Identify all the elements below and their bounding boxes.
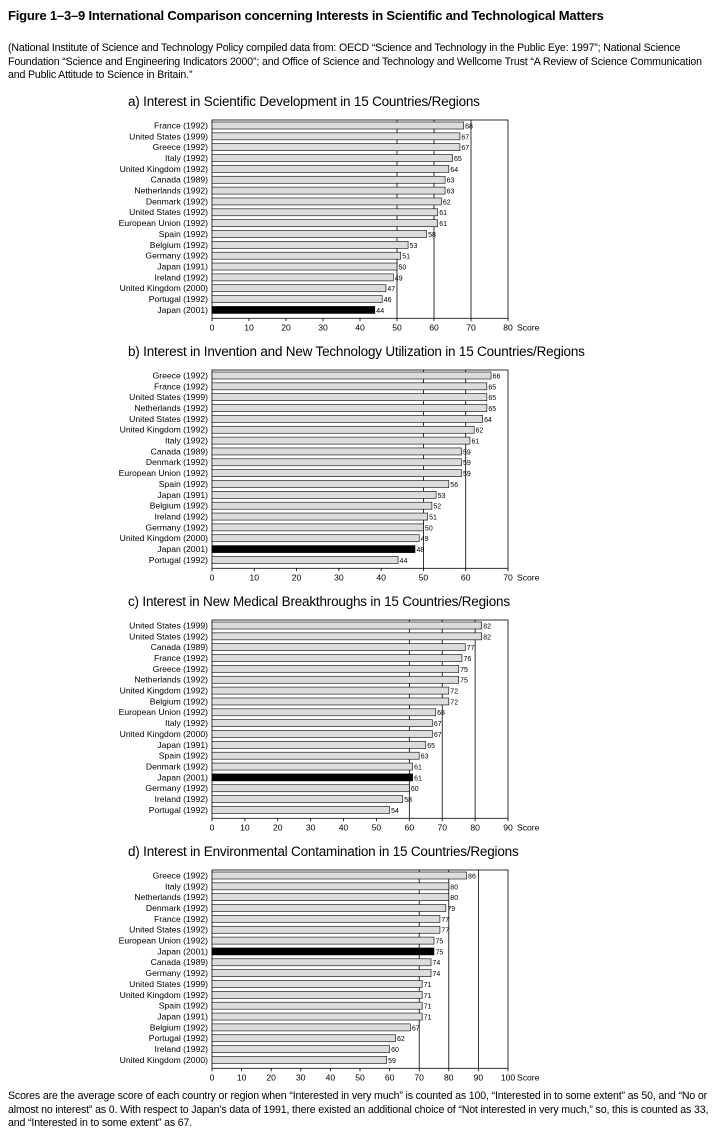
tick-label: 40 [376,572,386,583]
bar [212,970,431,977]
value-label: 63 [446,188,455,196]
value-label: 59 [462,449,471,457]
category-label: Germany (1992) [145,250,208,261]
category-label: Netherlands (1992) [134,892,208,903]
value-label: 50 [398,264,407,272]
category-label: United States (1999) [129,978,208,989]
category-label: Ireland (1992) [154,272,208,283]
bar [212,905,446,912]
category-label: Denmark (1992) [145,457,208,468]
chart-b [0,342,720,582]
value-label: 77 [466,645,475,653]
chart-title: b) Interest in Invention and New Technology Utilization in 15 Countries/Regions [128,344,585,359]
tick-label: 50 [418,572,429,583]
bar [212,709,436,716]
category-label: Portugal (1992) [148,804,208,815]
chart-title: a) Interest in Scientific Development in 15 Countries/Regions [128,94,480,109]
category-label: United States (1992) [129,207,208,218]
x-axis-label: Score [517,572,540,583]
bar [212,426,474,433]
tick-label: 70 [414,1072,424,1083]
value-label: 53 [409,242,418,250]
category-label: Japan (2001) [157,946,208,957]
bar [212,144,460,151]
category-label: Japan (2001) [157,544,208,554]
category-label: United Kingdom (2000) [119,1054,208,1065]
value-label: 80 [450,895,459,903]
tick-label: 20 [281,322,291,333]
tick-label: 30 [318,322,328,333]
category-label: Japan (1991) [157,1011,208,1022]
tick-label: 0 [209,322,215,333]
value-label: 65 [488,395,497,403]
value-label: 80 [450,884,459,892]
value-label: 47 [387,286,396,294]
value-label: 72 [450,699,459,707]
bar [212,883,449,890]
value-label: 67 [433,721,442,729]
value-label: 46 [383,297,392,304]
category-label: Spain (1992) [158,478,208,489]
bar [212,241,408,248]
category-label: European Union (1992) [118,468,208,479]
bar [212,741,426,748]
value-label: 65 [488,405,497,413]
tick-label: 60 [404,822,415,833]
value-label: 67 [461,145,470,153]
category-label: United States (1992) [129,413,208,424]
bar [212,285,386,292]
chart-d [0,842,720,1082]
category-label: Belgium (1992) [149,239,208,250]
value-label: 49 [420,536,429,544]
tick-label: 40 [338,822,349,833]
value-label: 71 [423,1003,432,1011]
x-axis-label: Score [517,822,540,833]
category-label: Italy (1992) [165,435,208,446]
chart-b-svg [0,342,720,582]
value-label: 52 [433,503,442,511]
value-label: 54 [391,807,399,815]
bar [212,687,449,694]
category-label: United States (1999) [129,392,208,403]
category-label: Germany (1992) [145,968,208,979]
category-label: Spain (1992) [158,228,208,239]
value-label: 64 [450,166,459,174]
bar [212,524,423,531]
tick-label: 80 [444,1072,454,1083]
bar [212,176,445,183]
tick-label: 10 [244,322,254,333]
bar [212,165,449,172]
category-label: United Kingdom (1992) [119,685,208,696]
bar [212,752,419,759]
tick-label: 60 [460,572,471,583]
bar [212,556,398,563]
tick-label: 80 [470,822,480,833]
bar [212,698,449,705]
bar [212,785,409,792]
bar [212,665,459,672]
value-label: 77 [441,916,450,924]
tick-label: 30 [305,822,316,833]
category-label: Ireland (1992) [154,1044,208,1054]
category-label: European Union (1992) [118,707,208,718]
value-label: 59 [462,460,471,468]
category-label: Canada (1989) [150,174,208,185]
value-label: 59 [388,1057,396,1065]
tick-label: 40 [325,1072,336,1083]
value-label: 60 [391,1047,399,1054]
tick-label: 10 [249,572,260,583]
bar [212,405,487,412]
value-label: 64 [484,416,492,424]
value-label: 82 [483,634,491,642]
category-label: United Kingdom (1992) [119,989,208,1000]
bar [212,383,487,390]
tick-label: 10 [240,822,250,833]
category-label: Spain (1992) [158,1000,208,1011]
bar [212,872,467,879]
category-label: Greece (1992) [152,142,208,153]
tick-label: 70 [437,822,448,833]
bar [212,991,422,998]
figure-title: Figure 1–3–9 International Comparison concerning Interests in Scientific and Technological Matters [8,8,604,23]
value-label: 63 [446,177,455,185]
value-label: 75 [460,677,468,685]
category-label: Japan (2001) [157,772,208,783]
value-label: 44 [399,557,408,565]
category-label: Greece (1992) [152,870,208,881]
chart-title: d) Interest in Environmental Contamination in 15 Countries/Regions [128,844,519,859]
bar [212,491,436,498]
bar [212,198,441,205]
bar [212,546,415,553]
category-label: Belgium (1992) [149,1022,208,1033]
bar [212,133,460,140]
bar [212,231,427,238]
bar [212,415,483,422]
tick-label: 30 [334,572,344,583]
bar [212,220,438,227]
value-label: 62 [475,427,484,435]
bar [212,959,431,966]
tick-label: 80 [503,322,513,333]
tick-label: 70 [466,322,476,333]
category-label: Italy (1992) [165,881,208,892]
value-label: 48 [416,547,425,554]
bar [212,470,461,477]
bar [212,1002,422,1009]
tick-label: 90 [503,822,513,833]
value-label: 61 [414,775,422,783]
bar [212,655,462,662]
bar [212,437,470,444]
plot-area [119,620,540,832]
category-label: United Kingdom (1992) [119,424,208,435]
bar [212,1056,387,1063]
bar [212,644,465,651]
value-label: 59 [462,471,471,479]
bar [212,1013,422,1020]
bar [212,155,453,162]
category-label: European Union (1992) [118,935,208,946]
plot-area [119,120,540,332]
tick-label: 60 [429,322,439,333]
category-label: Ireland (1992) [154,511,208,522]
value-label: 82 [483,623,491,631]
bar [212,263,397,270]
tick-label: 20 [272,822,283,833]
plot-area [119,870,540,1082]
category-label: United Kingdom (1992) [119,163,208,174]
category-label: Canada (1989) [150,642,208,653]
category-label: France (1992) [154,120,208,131]
value-label: 65 [488,384,497,392]
category-label: Denmark (1992) [145,196,208,207]
value-label: 58 [428,231,436,239]
bar [212,937,434,944]
category-label: Portugal (1992) [148,294,208,304]
category-label: Portugal (1992) [148,554,208,565]
tick-label: 0 [209,822,215,833]
value-label: 63 [420,753,429,761]
bar [212,894,449,901]
bar [212,122,464,129]
x-axis-label: Score [517,322,540,333]
source-note: (National Institute of Science and Technology Policy compiled data from: OECD “Science and Technology in the Public Eye: 1997”; National Science Foundation “Science and Engineering Indicators 2000”; and Office of Science and Technology and Wellcome Trust “A Review of Science Communication and Public Attitude to Science in Britain.” [8,42,702,81]
category-label: United Kingdom (2000) [119,533,208,544]
value-label: 49 [394,275,403,283]
category-label: Japan (1991) [157,261,208,272]
value-label: 61 [414,764,422,772]
category-label: United States (1992) [129,924,208,935]
category-label: Japan (1991) [157,489,208,500]
category-label: France (1992) [154,913,208,924]
chart-a [0,92,720,332]
value-label: 62 [397,1036,405,1044]
bar [212,633,482,640]
category-label: Greece (1992) [152,370,208,381]
value-label: 74 [432,960,441,968]
category-label: Denmark (1992) [145,761,208,772]
value-label: 51 [402,253,410,261]
category-label: Belgium (1992) [149,696,208,707]
category-label: Netherlands (1992) [134,185,208,196]
category-label: Spain (1992) [158,750,208,761]
x-axis-label: Score [517,1072,540,1083]
category-label: Netherlands (1992) [134,402,208,413]
category-label: Belgium (1992) [149,500,208,511]
bar [212,296,382,303]
tick-label: 50 [355,1072,365,1083]
chart-d-svg [0,842,720,1082]
value-label: 71 [423,981,432,989]
plot-area [119,370,540,582]
tick-label: 60 [384,1072,395,1083]
value-label: 75 [460,666,468,674]
value-label: 65 [454,155,462,163]
value-label: 71 [423,992,432,1000]
bar [212,1046,390,1053]
value-label: 62 [442,199,451,207]
chart-c [0,592,720,832]
value-label: 86 [468,873,476,881]
category-label: Japan (1991) [157,739,208,750]
value-label: 79 [447,905,456,913]
value-label: 67 [433,731,442,739]
bar [212,459,461,466]
value-label: 58 [404,797,413,804]
tick-label: 90 [473,1072,484,1083]
value-label: 61 [471,438,480,446]
footnote: Scores are the average score of each country or region when “Interested in very much” is counted as 100, “Interested in to some extent” as 50, and “No or almost no interest” as 0. With respect to Japan’s data of 1991, there existed an additional choice of “Not interested in very much,” so, this is counted as 33, and “Interested in to some extent” as 67. [8,1090,709,1129]
category-label: Canada (1989) [150,957,208,968]
value-label: 67 [411,1025,420,1033]
bar [212,1024,410,1031]
tick-label: 50 [371,822,382,833]
value-label: 56 [450,481,459,489]
tick-label: 0 [209,1072,215,1083]
bar [212,796,403,803]
bar [212,448,461,455]
value-label: 44 [376,307,385,315]
bar [212,209,438,216]
bar [212,915,440,922]
bar [212,306,375,313]
tick-label: 20 [266,1072,276,1083]
bar [212,502,432,509]
value-label: 61 [439,221,447,229]
bar [212,187,445,194]
category-label: France (1992) [154,652,208,663]
category-label: United States (1999) [129,131,208,142]
value-label: 61 [439,210,447,218]
chart-c-svg [0,592,720,832]
category-label: Denmark (1992) [145,902,208,913]
value-label: 74 [432,971,441,979]
tick-label: 70 [503,572,513,583]
category-label: Canada (1989) [150,446,208,457]
tick-label: 30 [296,1072,306,1083]
category-label: Italy (1992) [165,718,208,729]
value-label: 72 [450,688,459,696]
value-label: 71 [423,1014,432,1022]
category-label: Greece (1992) [152,663,208,674]
category-label: United States (1992) [129,631,208,642]
value-label: 50 [424,525,433,533]
bar [212,806,390,813]
bar [212,774,413,781]
category-label: United States (1999) [129,620,208,631]
bar [212,720,432,727]
value-label: 68 [437,710,445,718]
bar [212,948,434,955]
bar [212,676,459,683]
category-label: Netherlands (1992) [134,674,208,685]
category-label: Portugal (1992) [148,1033,208,1044]
value-label: 53 [437,492,446,500]
bar [212,1035,396,1042]
bar [212,481,449,488]
value-label: 76 [463,655,472,663]
category-label: Germany (1992) [145,783,208,794]
category-label: Japan (2001) [157,304,208,315]
category-label: United Kingdom (2000) [119,728,208,739]
bar [212,252,401,259]
value-label: 75 [435,938,444,946]
category-label: France (1992) [154,381,208,392]
bar [212,372,491,379]
value-label: 60 [410,786,419,794]
value-label: 66 [492,373,501,381]
category-label: Italy (1992) [165,152,208,163]
bar [212,535,419,542]
bar [212,926,440,933]
bar [212,394,487,401]
tick-label: 0 [209,572,215,583]
value-label: 65 [427,742,436,750]
tick-label: 10 [236,1072,247,1083]
tick-label: 20 [291,572,302,583]
value-label: 75 [435,949,444,957]
value-label: 51 [429,514,437,522]
chart-a-svg [0,92,720,332]
tick-label: 50 [392,322,402,333]
bar [212,513,428,520]
value-label: 67 [461,134,470,142]
category-label: European Union (1992) [118,218,208,229]
value-label: 77 [441,927,450,935]
tick-label: 100 [500,1072,516,1083]
category-label: United Kingdom (2000) [119,283,208,294]
chart-title: c) Interest in New Medical Breakthroughs in 15 Countries/Regions [128,594,510,609]
bar [212,731,432,738]
tick-label: 40 [355,322,365,333]
category-label: Germany (1992) [145,522,208,533]
bar [212,622,482,629]
category-label: Ireland (1992) [154,794,208,804]
bar [212,274,393,281]
bar [212,763,413,770]
bar [212,981,422,988]
value-label: 68 [465,123,473,131]
